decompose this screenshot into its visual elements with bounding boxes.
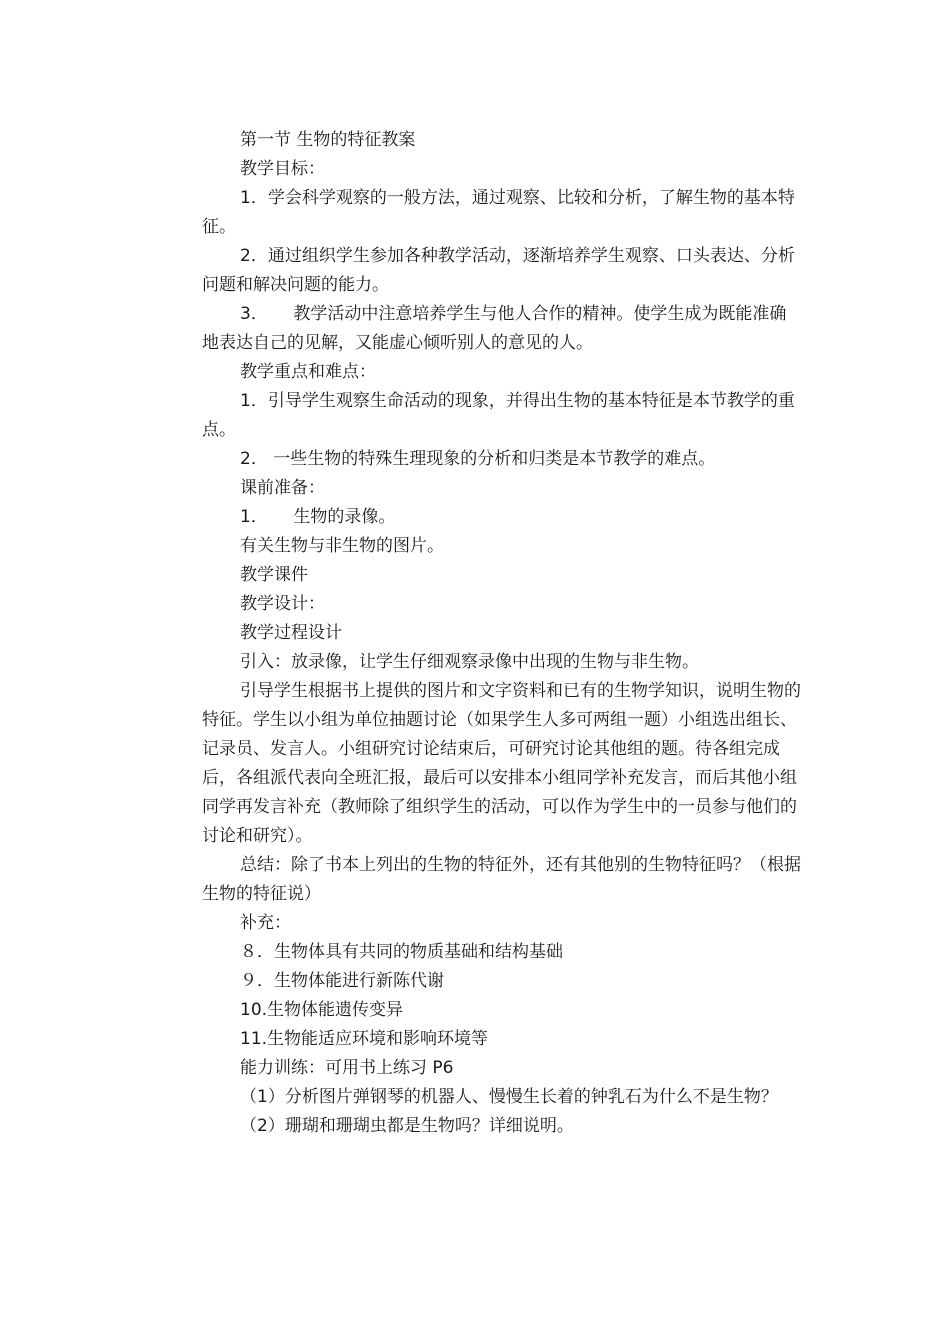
- training-heading: 能力训练：可用书上练习 P6: [240, 1058, 454, 1078]
- document-title: 第一节 生物的特征教案: [240, 130, 416, 150]
- preparation-heading: 课前准备：: [240, 478, 325, 498]
- document-body: [202, 126, 802, 1141]
- supplement-item-8: ８．生物体具有共同的物质基础和结构基础: [240, 942, 563, 962]
- key-points-heading: 教学重点和难点：: [240, 362, 376, 382]
- key-point-1: 1．引导学生观察生命活动的现象，并得出生物的基本特征是本节教学的重点。: [202, 391, 795, 440]
- summary-paragraph: 总结：除了书本上列出的生物的特征外，还有其他别的生物特征吗？（根据生物的特征说）: [202, 855, 801, 904]
- question-2: （2）珊瑚和珊瑚虫都是生物吗？详细说明。: [240, 1116, 574, 1136]
- supplement-item-10: 10.生物体能遗传变异: [240, 1000, 404, 1020]
- supplement-item-11: 11.生物能适应环境和影响环境等: [240, 1029, 489, 1049]
- supplement-heading: 补充：: [240, 913, 291, 933]
- intro-paragraph: 引入：放录像，让学生仔细观察录像中出现的生物与非生物。: [240, 652, 699, 672]
- objective-3: 3． 教学活动中注意培养学生与他人合作的精神。使学生成为既能准确地表达自己的见解，又能虚心倾听别人的意见的人。: [202, 304, 787, 353]
- question-1: （1）分析图片弹钢琴的机器人、慢慢生长着的钟乳石为什么不是生物？: [240, 1087, 778, 1107]
- key-point-2: 2． 一些生物的特殊生理现象的分析和归类是本节教学的难点。: [240, 449, 716, 469]
- preparation-1: 1． 生物的录像。: [240, 507, 396, 527]
- guide-paragraph: 引导学生根据书上提供的图片和文字资料和已有的生物学知识，说明生物的特征。学生以小组为单位抽题讨论（如果学生人多可两组一题）小组选出组长、记录员、发言人。小组研究讨论结束后，可研究讨论其他组的题。待各组完成后，各组派代表向全班汇报，最后可以安排本小组同学补充发言，而后其他小组同学再发言补充（教师除了组织学生的活动，可以作为学生中的一员参与他们的讨论和研究）。: [202, 681, 801, 846]
- objective-1: 1．学会科学观察的一般方法，通过观察、比较和分析，了解生物的基本特征。: [202, 188, 795, 237]
- preparation-2: 有关生物与非生物的图片。: [240, 536, 444, 556]
- preparation-3: 教学课件: [240, 565, 308, 585]
- objective-2: 2．通过组织学生参加各种教学活动，逐渐培养学生观察、口头表达、分析问题和解决问题的能力。: [202, 246, 795, 295]
- objectives-heading: 教学目标：: [240, 159, 325, 179]
- process-heading: 教学过程设计: [240, 623, 342, 643]
- supplement-item-9: ９．生物体能进行新陈代谢: [240, 971, 444, 991]
- design-heading: 教学设计：: [240, 594, 325, 614]
